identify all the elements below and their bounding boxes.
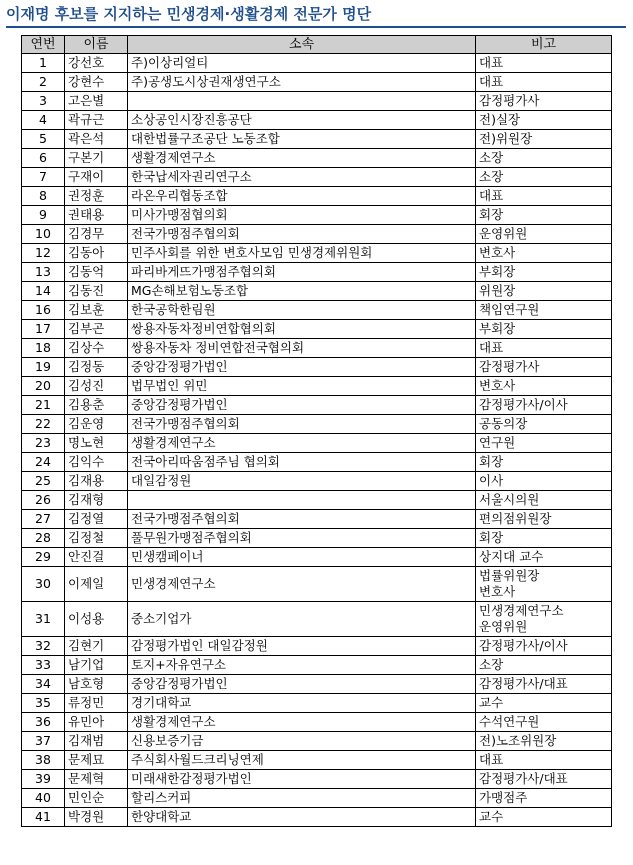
cell-no: 17 [22, 320, 65, 339]
cell-name: 김재용 [65, 472, 128, 491]
cell-name: 김정철 [65, 529, 128, 548]
cell-no: 4 [22, 111, 65, 130]
cell-note [476, 675, 612, 694]
cell-no: 34 [22, 675, 65, 694]
cell-note [476, 339, 612, 358]
note-line: 소장 [479, 150, 504, 165]
cell-no: 19 [22, 358, 65, 377]
cell-note [476, 206, 612, 225]
note-line: 가맹점주 [479, 790, 528, 805]
cell-affiliation: 전국가맹점주협의회 [128, 510, 476, 529]
table-row [22, 339, 612, 358]
table-row [22, 168, 612, 187]
cell-no: 16 [22, 301, 65, 320]
note-line: 감정평가사 [479, 93, 540, 108]
table-row [22, 225, 612, 244]
cell-note [476, 694, 612, 713]
cell-name: 문제묘 [65, 751, 128, 770]
note-line: 소장 [479, 657, 504, 672]
cell-name: 김현기 [65, 637, 128, 656]
cell-note [476, 567, 612, 602]
cell-no: 31 [22, 602, 65, 637]
cell-no: 7 [22, 168, 65, 187]
table-row [22, 396, 612, 415]
cell-name: 고은별 [65, 92, 128, 111]
table-body [22, 54, 612, 827]
table-row [22, 149, 612, 168]
cell-no: 13 [22, 263, 65, 282]
cell-affiliation: 생활경제연구소 [128, 149, 476, 168]
cell-affiliation: 라온우리협동조합 [128, 187, 476, 206]
cell-affiliation: 중소기업가 [128, 602, 476, 637]
cell-name: 김용춘 [65, 396, 128, 415]
table-row [22, 73, 612, 92]
table-row [22, 789, 612, 808]
cell-note [476, 377, 612, 396]
note-line: 전)실장 [479, 112, 521, 127]
note-line: 책임연구원 [479, 302, 540, 317]
table-header-row [22, 36, 612, 54]
cell-name: 곽규근 [65, 111, 128, 130]
cell-note [476, 149, 612, 168]
cell-no: 29 [22, 548, 65, 567]
table-row [22, 770, 612, 789]
cell-affiliation: 전국가맹점주협의회 [128, 415, 476, 434]
cell-note [476, 92, 612, 111]
note-line: 교수 [479, 809, 504, 824]
cell-no: 20 [22, 377, 65, 396]
cell-note [476, 358, 612, 377]
note-line: 변호사 [479, 245, 516, 260]
cell-name: 김정열 [65, 510, 128, 529]
table-row [22, 187, 612, 206]
note-line: 부회장 [479, 321, 516, 336]
cell-note [476, 637, 612, 656]
cell-no: 2 [22, 73, 65, 92]
note-line: 편의점위원장 [479, 511, 552, 526]
note-line: 감정평가사 [479, 359, 540, 374]
cell-no: 35 [22, 694, 65, 713]
cell-name: 남호형 [65, 675, 128, 694]
cell-no: 26 [22, 491, 65, 510]
cell-name: 문제혁 [65, 770, 128, 789]
header-note: 비고 [476, 36, 612, 54]
cell-name: 강현수 [65, 73, 128, 92]
table-row [22, 453, 612, 472]
note-line: 감정평가사/대표 [479, 676, 568, 691]
cell-affiliation: 중앙감정평가법인 [128, 675, 476, 694]
cell-note [476, 263, 612, 282]
table-row [22, 529, 612, 548]
cell-note [476, 529, 612, 548]
cell-name: 김부곤 [65, 320, 128, 339]
cell-name: 김운영 [65, 415, 128, 434]
cell-affiliation: 파리바게뜨가맹점주협의회 [128, 263, 476, 282]
cell-affiliation: 토지+자유연구소 [128, 656, 476, 675]
cell-note [476, 472, 612, 491]
cell-note [476, 168, 612, 187]
cell-no: 6 [22, 149, 65, 168]
table-row [22, 54, 612, 73]
cell-affiliation: 미사가맹점협의회 [128, 206, 476, 225]
table-row [22, 282, 612, 301]
note-line: 소장 [479, 169, 504, 184]
cell-name: 김경무 [65, 225, 128, 244]
note-line: 전)노조위원장 [479, 733, 557, 748]
cell-no: 10 [22, 225, 65, 244]
cell-note [476, 130, 612, 149]
cell-no: 25 [22, 472, 65, 491]
note-line: 부회장 [479, 264, 516, 279]
cell-affiliation: 쌍용자동차 정비연합전국협의회 [128, 339, 476, 358]
cell-name: 김동진 [65, 282, 128, 301]
cell-note [476, 732, 612, 751]
table-row [22, 510, 612, 529]
cell-name: 권정훈 [65, 187, 128, 206]
cell-note [476, 548, 612, 567]
cell-note [476, 808, 612, 827]
cell-name: 권태용 [65, 206, 128, 225]
cell-affiliation: 민주사회를 위한 변호사모임 민생경제위원회 [128, 244, 476, 263]
cell-no: 30 [22, 567, 65, 602]
cell-note [476, 73, 612, 92]
cell-name: 명노현 [65, 434, 128, 453]
page-title: 이재명 후보를 지지하는 민생경제·생활경제 전문가 명단 [6, 4, 626, 28]
cell-no: 28 [22, 529, 65, 548]
cell-affiliation [128, 92, 476, 111]
header-name: 이름 [65, 36, 128, 54]
table-row [22, 263, 612, 282]
cell-note [476, 187, 612, 206]
cell-no: 33 [22, 656, 65, 675]
cell-affiliation: 전국가맹점주협의회 [128, 225, 476, 244]
cell-no: 37 [22, 732, 65, 751]
cell-affiliation [128, 491, 476, 510]
cell-affiliation: 대한법률구조공단 노동조합 [128, 130, 476, 149]
table-row [22, 675, 612, 694]
note-line: 위원장 [479, 283, 516, 298]
cell-name: 김정동 [65, 358, 128, 377]
supporters-table [21, 35, 612, 827]
cell-affiliation: 주)이상리얼티 [128, 54, 476, 73]
note-line: 수석연구원 [479, 714, 540, 729]
cell-note [476, 396, 612, 415]
cell-no: 41 [22, 808, 65, 827]
cell-affiliation: 경기대학교 [128, 694, 476, 713]
table-row [22, 548, 612, 567]
cell-affiliation: 주)공생도시상권재생연구소 [128, 73, 476, 92]
cell-affiliation: 민생경제연구소 [128, 567, 476, 602]
note-line: 회장 [479, 454, 504, 469]
note-line: 대표 [479, 752, 504, 767]
cell-affiliation: 주식회사월드크리닝연제 [128, 751, 476, 770]
table-row [22, 602, 612, 637]
cell-no: 22 [22, 415, 65, 434]
table-row [22, 694, 612, 713]
table-row [22, 111, 612, 130]
table-row [22, 244, 612, 263]
cell-note [476, 602, 612, 637]
note-line: 대표 [479, 340, 504, 355]
cell-no: 1 [22, 54, 65, 73]
table-row [22, 320, 612, 339]
cell-name: 김보훈 [65, 301, 128, 320]
table-row [22, 808, 612, 827]
cell-no: 12 [22, 244, 65, 263]
cell-no: 32 [22, 637, 65, 656]
cell-no: 40 [22, 789, 65, 808]
cell-note [476, 320, 612, 339]
note-line: 상지대 교수 [479, 549, 544, 564]
header-no: 연번 [22, 36, 65, 54]
table-row [22, 92, 612, 111]
cell-affiliation: 중앙감정평가법인 [128, 358, 476, 377]
table-row [22, 491, 612, 510]
note-line: 대표 [479, 55, 504, 70]
table-row [22, 472, 612, 491]
cell-affiliation: 한국공학한림원 [128, 301, 476, 320]
note-line: 공동의장 [479, 416, 528, 431]
cell-name: 유민아 [65, 713, 128, 732]
cell-name: 김재범 [65, 732, 128, 751]
cell-note [476, 111, 612, 130]
cell-affiliation: 생활경제연구소 [128, 434, 476, 453]
cell-affiliation: 한국납세자권리연구소 [128, 168, 476, 187]
cell-name: 이제일 [65, 567, 128, 602]
cell-affiliation: 생활경제연구소 [128, 713, 476, 732]
cell-no: 5 [22, 130, 65, 149]
cell-note [476, 415, 612, 434]
cell-name: 류정민 [65, 694, 128, 713]
cell-affiliation: 쌍용자동차정비연합협의회 [128, 320, 476, 339]
cell-name: 김재형 [65, 491, 128, 510]
cell-no: 9 [22, 206, 65, 225]
cell-note [476, 656, 612, 675]
table-row [22, 637, 612, 656]
cell-no: 18 [22, 339, 65, 358]
cell-note [476, 751, 612, 770]
note-line: 민생경제연구소 [479, 603, 564, 618]
note-line: 감정평가사/이사 [479, 397, 568, 412]
cell-affiliation: 풀무원가맹점주협의회 [128, 529, 476, 548]
cell-affiliation: 대일감정원 [128, 472, 476, 491]
cell-no: 36 [22, 713, 65, 732]
table-row [22, 130, 612, 149]
cell-affiliation: 할리스커피 [128, 789, 476, 808]
cell-no: 39 [22, 770, 65, 789]
cell-note [476, 491, 612, 510]
cell-no: 27 [22, 510, 65, 529]
cell-note [476, 510, 612, 529]
cell-affiliation: 신용보증기금 [128, 732, 476, 751]
cell-note [476, 282, 612, 301]
cell-name: 안진걸 [65, 548, 128, 567]
cell-no: 8 [22, 187, 65, 206]
cell-name: 민인순 [65, 789, 128, 808]
cell-affiliation: MG손해보험노동조합 [128, 282, 476, 301]
cell-note [476, 713, 612, 732]
cell-affiliation: 감정평가법인 대일감정원 [128, 637, 476, 656]
table-row [22, 751, 612, 770]
cell-no: 3 [22, 92, 65, 111]
note-line: 감정평가사/이사 [479, 638, 568, 653]
table-row [22, 732, 612, 751]
note-line: 감정평가사/대표 [479, 771, 568, 786]
note-line: 회장 [479, 207, 504, 222]
cell-name: 김동아 [65, 244, 128, 263]
table-row [22, 656, 612, 675]
cell-name: 강선호 [65, 54, 128, 73]
note-line: 대표 [479, 74, 504, 89]
note-line: 전)위원장 [479, 131, 533, 146]
cell-name: 구재이 [65, 168, 128, 187]
cell-name: 김동억 [65, 263, 128, 282]
table-row [22, 377, 612, 396]
note-line: 대표 [479, 188, 504, 203]
table-row [22, 301, 612, 320]
table-row [22, 415, 612, 434]
cell-note [476, 789, 612, 808]
cell-note [476, 453, 612, 472]
cell-no: 38 [22, 751, 65, 770]
cell-affiliation: 한양대학교 [128, 808, 476, 827]
note-line: 운영위원 [479, 619, 528, 634]
table-row [22, 206, 612, 225]
cell-no: 23 [22, 434, 65, 453]
cell-name: 곽은석 [65, 130, 128, 149]
cell-note [476, 301, 612, 320]
cell-name: 구본기 [65, 149, 128, 168]
note-line: 서울시의원 [479, 492, 540, 507]
header-affiliation: 소속 [128, 36, 476, 54]
cell-note [476, 434, 612, 453]
cell-affiliation: 민생캠페이너 [128, 548, 476, 567]
note-line: 회장 [479, 530, 504, 545]
cell-name: 김성진 [65, 377, 128, 396]
cell-no: 24 [22, 453, 65, 472]
cell-no: 21 [22, 396, 65, 415]
cell-affiliation: 전국아리따움점주님 협의회 [128, 453, 476, 472]
note-line: 법률위원장 [479, 568, 540, 583]
table-row [22, 713, 612, 732]
cell-name: 김익수 [65, 453, 128, 472]
cell-note [476, 225, 612, 244]
table-row [22, 567, 612, 602]
cell-note [476, 54, 612, 73]
cell-affiliation: 법무법인 위민 [128, 377, 476, 396]
note-line: 운영위원 [479, 226, 528, 241]
note-line: 교수 [479, 695, 504, 710]
cell-name: 김상수 [65, 339, 128, 358]
cell-name: 이성용 [65, 602, 128, 637]
table-row [22, 434, 612, 453]
note-line: 이사 [479, 473, 504, 488]
cell-no: 14 [22, 282, 65, 301]
cell-affiliation: 중앙감정평가법인 [128, 396, 476, 415]
note-line: 변호사 [479, 378, 516, 393]
note-line: 변호사 [479, 584, 516, 599]
table-row [22, 358, 612, 377]
cell-note [476, 770, 612, 789]
cell-affiliation: 미래새한감정평가법인 [128, 770, 476, 789]
cell-note [476, 244, 612, 263]
cell-name: 박경원 [65, 808, 128, 827]
note-line: 연구원 [479, 435, 516, 450]
cell-name: 남기업 [65, 656, 128, 675]
cell-affiliation: 소상공인시장진흥공단 [128, 111, 476, 130]
